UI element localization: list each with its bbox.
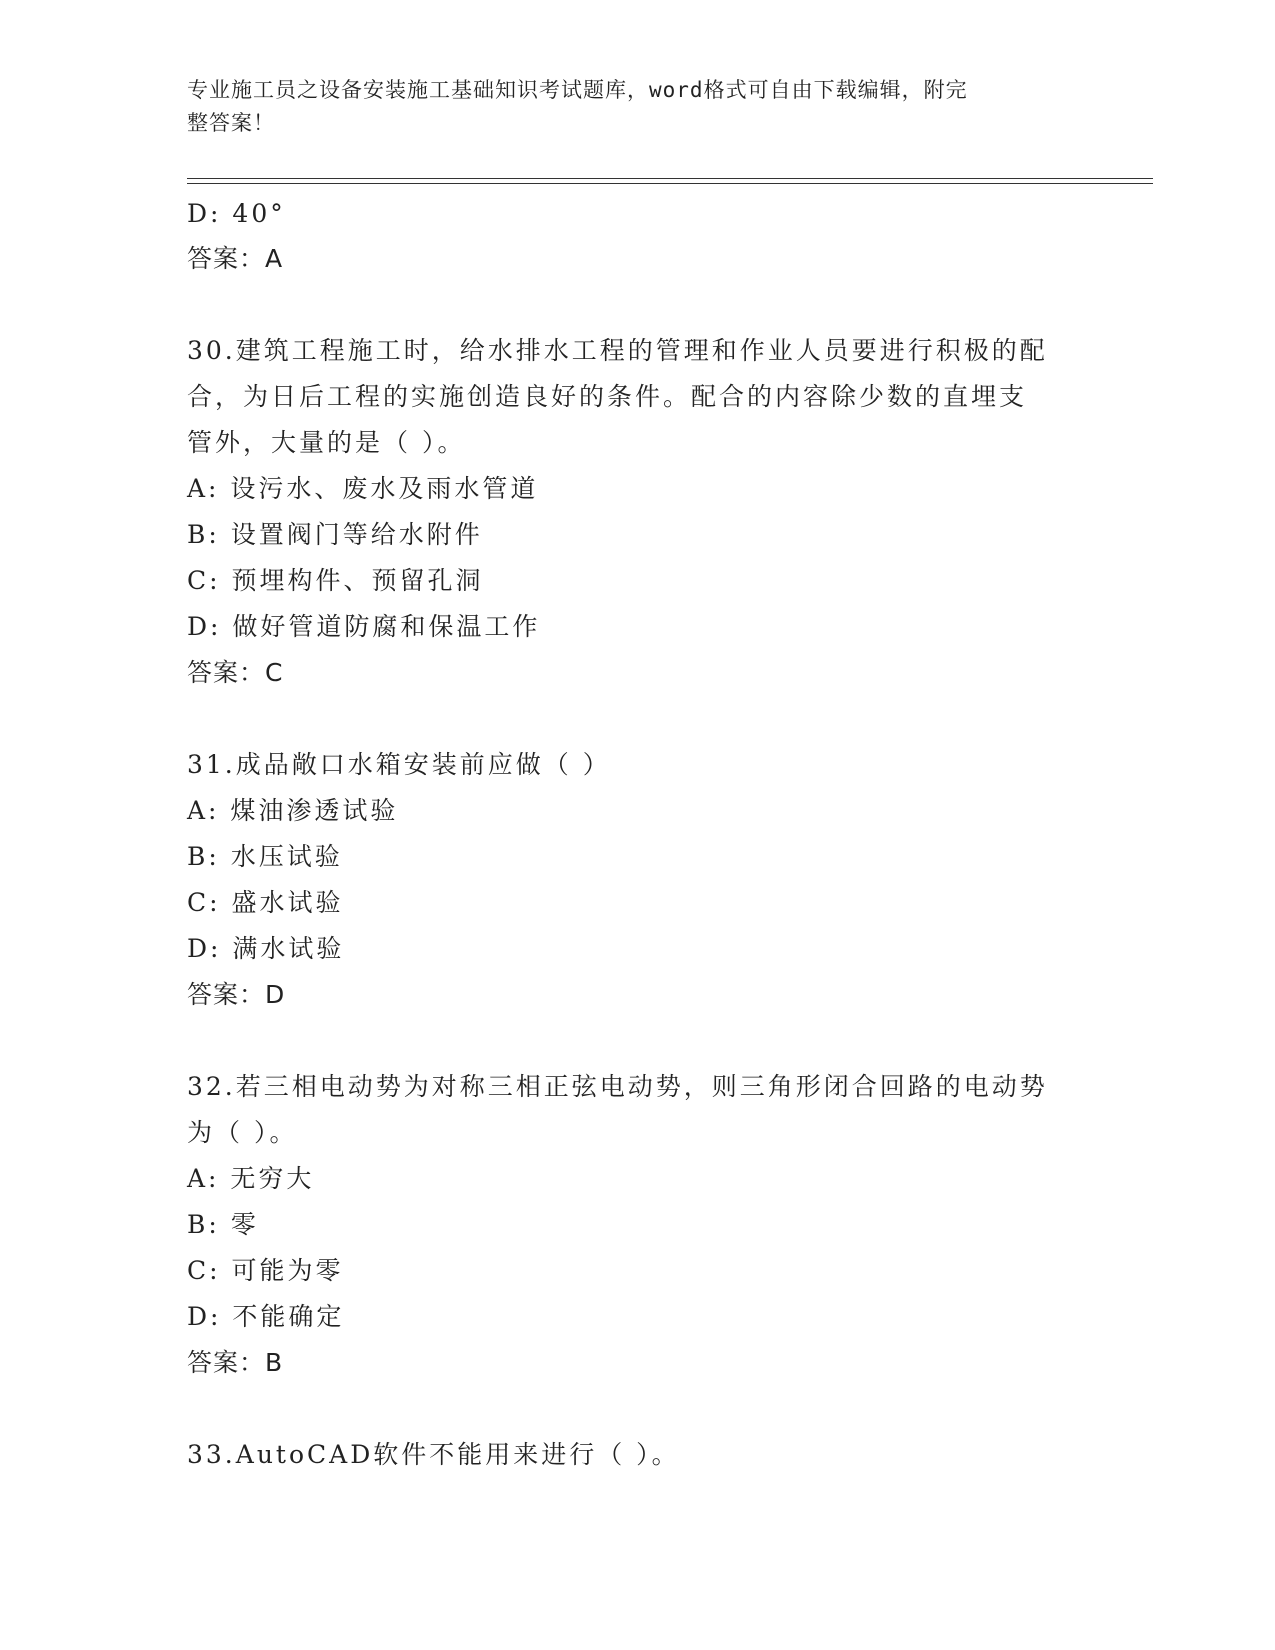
option-b: B: 零 (187, 1210, 259, 1239)
answer-line: 答案：D (187, 980, 286, 1009)
question-stem-line: 33.AutoCAD软件不能用来进行（ ）。 (187, 1440, 680, 1469)
option-d: D: 不能确定 (187, 1302, 345, 1331)
option-c: C: 预埋构件、预留孔洞 (187, 566, 484, 595)
question-stem-line: 管外，大量的是（ ）。 (187, 428, 466, 457)
question-stem-line: 30.建筑工程施工时，给水排水工程的管理和作业人员要进行积极的配 (187, 336, 1048, 365)
answer-line: 答案：C (187, 658, 284, 687)
option-b: B: 设置阀门等给水附件 (187, 520, 483, 549)
option-c: C: 盛水试验 (187, 888, 344, 917)
answer-line: 答案：B (187, 1348, 284, 1377)
question-stem-line: 32.若三相电动势为对称三相正弦电动势，则三角形闭合回路的电动势 (187, 1072, 1048, 1101)
option-d: D: 40° (187, 199, 286, 228)
header-line-1: 专业施工员之设备安装施工基础知识考试题库，word格式可自由下载编辑，附完 (187, 78, 968, 102)
option-d: D: 做好管道防腐和保温工作 (187, 612, 541, 641)
document-header (187, 74, 1067, 140)
option-c: C: 可能为零 (187, 1256, 344, 1285)
question-stem-line: 合，为日后工程的实施创造良好的条件。配合的内容除少数的直埋支 (187, 382, 1028, 411)
header-line-2: 整答案！ (187, 111, 275, 135)
option-a: A: 无穷大 (187, 1164, 315, 1193)
question-stem-line: 为（ ）。 (187, 1118, 298, 1147)
header-divider-bottom (187, 183, 1153, 184)
option-a: A: 煤油渗透试验 (187, 796, 399, 825)
header-divider-top (187, 178, 1153, 179)
question-stem-line: 31.成品敞口水箱安装前应做（ ） (187, 750, 611, 779)
option-b: B: 水压试验 (187, 842, 343, 871)
option-a: A: 设污水、废水及雨水管道 (187, 474, 539, 503)
answer-line: 答案：A (187, 244, 284, 273)
option-d: D: 满水试验 (187, 934, 345, 963)
